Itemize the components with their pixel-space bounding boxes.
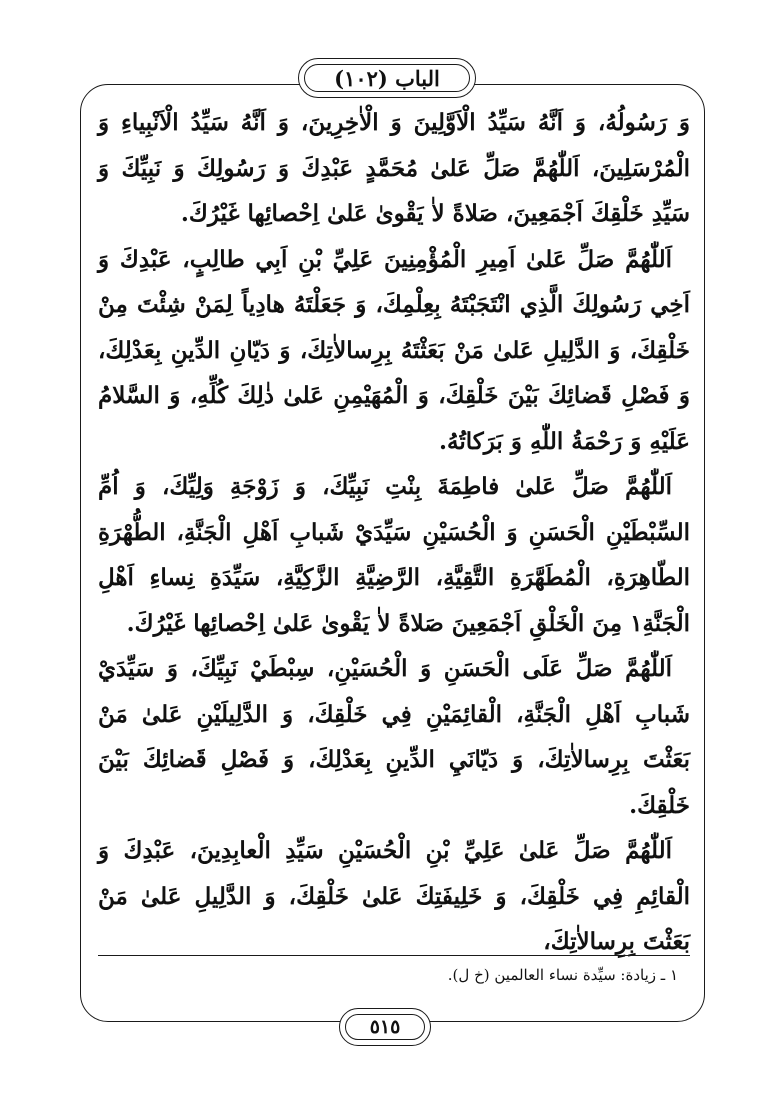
- footnote-divider: [98, 955, 690, 956]
- paragraph-4: اَللّٰهُمَّ صَلِّ عَلَى الْحَسَنِ وَ الْحُسَيْنِ، سِبْطَيْ نَبِيِّكَ، وَ سَيِّدَيْ شَبابِ اَهْلِ الْجَنَّةِ، الْقائِمَيْنِ فِي خَلْقِكَ، وَ الدَّلِيلَيْنِ عَلىٰ مَنْ بَعَثْتَ بِرِسالاٰتِكَ، وَ دَيّانَيِ الدِّينِ بِعَدْلِكَ، وَ فَصْلِ قَضائِكَ بَيْنَ خَلْقِكَ.: [98, 655, 690, 819]
- paragraph-2: اَللّٰهُمَّ صَلِّ عَلىٰ اَمِيرِ الْمُؤْمِنِينَ عَلِيِّ بْنِ اَبِي طالِبٍ، عَبْدِكَ وَ اَخِي رَسُولِكَ الَّذِي انْتَجَبْتَهُ بِعِلْمِكَ، وَ جَعَلْتَهُ هادِياً لِمَنْ شِئْتَ مِنْ خَلْقِكَ، وَ الدَّلِيلِ عَلىٰ مَنْ بَعَثْتَهُ بِرِسالاٰتِكَ، وَ دَيّانِ الدِّينِ بِعَدْلِكَ، وَ فَصْلِ قَضائِكَ بَيْنَ خَلْقِكَ، وَ الْمُهَيْمِنِ عَلىٰ ذٰلِكَ كُلِّهِ، وَ السَّلامُ عَلَيْهِ وَ رَحْمَةُ اللّٰهِ وَ بَرَكاتُهُ.: [98, 245, 690, 455]
- paragraph-3: اَللّٰهُمَّ صَلِّ عَلىٰ فاطِمَةَ بِنْتِ نَبِيِّكَ، وَ زَوْجَةِ وَلِيِّكَ، وَ اُمِّ السِّبْطَيْنِ الْحَسَنِ وَ الْحُسَيْنِ سَيِّدَيْ شَبابِ اَهْلِ الْجَنَّةِ، الطُّهْرَةِ الطّاهِرَةِ، الْمُطَهَّرَةِ التَّقِيَّةِ، الرَّضِيَّةِ الزَّكِيَّةِ، سَيِّدَةِ نِساءِ اَهْلِ الْجَنَّةِ١ مِنَ الْخَلْقِ اَجْمَعِينَ صَلاةً لاٰ يَقْوىٰ عَلىٰ اِحْصائِها غَيْرُكَ.: [98, 473, 690, 637]
- page-number: ٥١٥: [369, 1016, 401, 1038]
- page-number-badge: [339, 1008, 431, 1046]
- paragraph-1: وَ رَسُولُهُ، وَ اَنَّهُ سَيِّدُ الْاَوَّلِينَ وَ الْاٰخِرِينَ، وَ اَنَّهُ سَيِّدُ الْاَنْبِياءِ وَ الْمُرْسَلِينَ، اَللّٰهُمَّ صَلِّ عَلىٰ مُحَمَّدٍ عَبْدِكَ وَ رَسُولِكَ وَ نَبِيِّكَ وَ سَيِّدِ خَلْقِكَ اَجْمَعِينَ، صَلاةً لاٰ يَقْوىٰ عَلىٰ اِحْصائِها غَيْرُكَ.: [98, 109, 690, 227]
- main-text-block: [98, 100, 690, 965]
- paragraph-5: اَللّٰهُمَّ صَلِّ عَلىٰ عَلِيِّ بْنِ الْحُسَيْنِ سَيِّدِ الْعابِدِينَ، عَبْدِكَ وَ الْقائِمِ فِي خَلْقِكَ، وَ خَلِيفَتِكَ عَلىٰ خَلْقِكَ، وَ الدَّلِيلِ عَلىٰ مَنْ بَعَثْتَ بِرِسالاٰتِكَ،: [98, 837, 690, 955]
- footnote: ١ ـ زيادة: سيِّدة نساء العالمين (خ ل).: [447, 966, 678, 984]
- chapter-header: [298, 58, 476, 98]
- chapter-title: الباب (١٠٢): [334, 65, 440, 91]
